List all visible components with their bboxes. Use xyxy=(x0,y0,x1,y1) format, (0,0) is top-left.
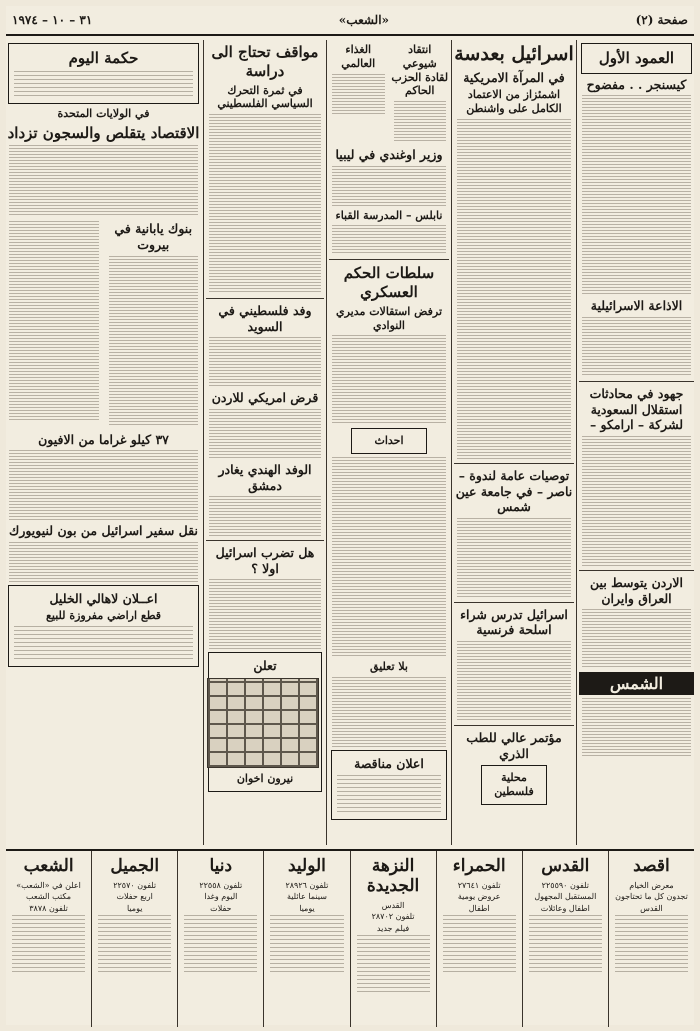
radio-headline: الاذاعة الاسرائيلية xyxy=(590,298,683,314)
ad-block xyxy=(436,851,522,1027)
strike-first-headline: هل تضرب اسرائيل اولا ؟ xyxy=(215,545,315,576)
advert-company: نيرون اخوان xyxy=(236,772,294,785)
ad-line: مكتب الشعب xyxy=(26,892,72,901)
notice-subtitle: قطع اراضي مفروزة للبيع xyxy=(46,609,161,623)
article-text xyxy=(457,119,571,459)
israel-subhead: في المرآة الامريكية xyxy=(463,69,565,85)
stamp-text: محلية فلسطين xyxy=(494,771,534,798)
indian-headline: الوفد الهندي يغادر دمشق xyxy=(218,461,312,493)
advert-title: تعلن xyxy=(253,658,277,674)
jordan-headline: الاردن يتوسط بين العراق وايران xyxy=(590,574,683,606)
hikma-box xyxy=(8,43,199,104)
ad-name: الجميل xyxy=(110,856,160,876)
tender-title: اعلان مناقصة xyxy=(354,755,424,771)
article-text xyxy=(582,698,691,758)
ad-line: القدس xyxy=(381,901,405,910)
ad-tel: فيلم جديد xyxy=(376,924,410,933)
sweden-headline: وفد فلسطيني في السويد xyxy=(218,303,312,334)
ad-block xyxy=(608,851,694,1027)
article-text xyxy=(457,641,571,721)
recession-kicker: في الولايات المتحدة xyxy=(57,106,150,120)
ad-tel: حفلات xyxy=(210,904,232,913)
paper-name: «الشعب» xyxy=(338,13,390,27)
column-middle xyxy=(329,40,449,845)
ad-block xyxy=(522,851,608,1027)
ad-name: دنيا xyxy=(209,856,233,876)
ad-name: النزهة الجديدة xyxy=(366,856,420,896)
ad-name: الوليد xyxy=(287,856,326,876)
positions-headline: مواقف تحتاج الى دراسة xyxy=(211,43,319,80)
ad-tel: اطفال xyxy=(468,904,490,913)
ad-name: اقصد xyxy=(633,856,670,876)
loan-headline: قرض امريكي للاردن xyxy=(211,390,319,406)
conference-headline: مؤتمر عالي للطب الذري xyxy=(466,730,562,761)
opium-headline: ٣٧ كيلو غراما من الافيون xyxy=(38,431,169,447)
cinema-ads-row xyxy=(6,849,694,1027)
article-text xyxy=(582,95,691,295)
israel-headline: اسرائيل بعدسة xyxy=(454,43,574,65)
ad-tel: اطفال وعائلات xyxy=(540,904,590,913)
positions-subhead: في ثمرة التحرك السياسي الفلسطيني xyxy=(217,83,313,111)
ad-line: معرض الخيام xyxy=(629,881,674,890)
banks-headline: بنوك يابانية في بيروت xyxy=(114,221,193,252)
scaffold-illustration xyxy=(207,678,319,768)
ad-line: سينما عائلية xyxy=(286,892,327,901)
tender-box xyxy=(331,750,447,820)
saudi-headline: جهود في محادثات استقلال السعودية لشركة – ارامكو – xyxy=(589,386,684,433)
article-text xyxy=(582,609,691,669)
ad-line: المستقبل المجهول xyxy=(534,892,597,901)
ahdath-box xyxy=(351,428,427,454)
ad-line: تلفون ٢٢٥٥٨ xyxy=(199,881,243,890)
advert-box xyxy=(208,652,322,791)
stamp-box xyxy=(481,765,547,805)
no-comment-headline: بلا تعليق xyxy=(370,660,408,674)
ad-tel: يوميا xyxy=(126,904,143,913)
food-headline: الغذاء العالمي xyxy=(341,43,376,70)
ad-block xyxy=(263,851,349,1027)
banner-title: العمود الأول xyxy=(598,49,675,67)
column-right xyxy=(579,40,694,845)
communist-headline: انتقاد شيوعي لقادة الحزب الحاكم xyxy=(391,43,449,98)
military-headline: سلطات الحكم العسكري xyxy=(343,264,435,302)
recommendations-headline: توصيات عامة لندوة – ناصر – في جامعة عين شمس xyxy=(455,467,573,515)
ad-name: القدس xyxy=(541,856,590,876)
israel-deck: اشمئزاز من الاعتماد الكامل على واشنطن xyxy=(466,88,562,116)
ad-name: الشعب xyxy=(23,856,74,876)
military-deck: ترفض استقالات مديري النوادي xyxy=(335,304,443,332)
column-left-middle xyxy=(206,40,324,845)
ambassador-headline: نقل سفير اسرائيل من بون لنيويورك xyxy=(9,523,198,539)
ad-line: تجدون كل ما تحتاجون xyxy=(615,892,688,901)
ad-line: تلفون ٢٢٥٧٠ xyxy=(113,881,157,890)
column-left xyxy=(6,40,201,845)
ahdath-title: احداث xyxy=(374,434,404,448)
ad-line: اربع حفلات xyxy=(116,892,153,901)
article-text xyxy=(582,436,691,566)
recession-headline: الاقتصاد يتقلص والسجون تزداد xyxy=(7,123,200,142)
ad-tel: القدس xyxy=(640,904,663,913)
page-number: صفحة (٢) xyxy=(635,13,688,27)
issue-date: ٣١ – ١٠ – ١٩٧٤ xyxy=(12,13,93,27)
hikma-title: حكمة اليوم xyxy=(68,49,139,67)
kissinger-headline: كيسنجر . . مفضوح xyxy=(586,76,687,92)
ad-line: اعلن في «الشعب» xyxy=(16,881,81,890)
nablus-headline: نابلس – المدرسة القباء xyxy=(335,208,443,222)
ad-line: عروض يومية xyxy=(457,892,501,901)
ad-block xyxy=(6,851,91,1027)
page-header xyxy=(6,6,694,36)
ad-block xyxy=(91,851,177,1027)
article-text xyxy=(457,518,571,598)
ad-tel: يوميا xyxy=(299,904,315,913)
notice-title: اعــلان لاهالي الخليل xyxy=(49,590,158,606)
ad-name: الحمراء xyxy=(452,856,506,876)
ad-tel: تلفون ٣٨٧٨ xyxy=(29,904,68,913)
banner-box xyxy=(581,43,692,74)
ad-block xyxy=(350,851,436,1027)
uganda-headline: وزير اوغندي في ليبيا xyxy=(335,147,443,162)
column-israel xyxy=(454,40,574,845)
ad-line: تلفون ٢٨٧٠٢ xyxy=(371,912,415,921)
shams-banner: الشمس xyxy=(579,672,694,695)
ad-line: اليوم وغدا xyxy=(204,892,238,901)
ad-block xyxy=(177,851,263,1027)
ad-line: تلفون ٢٧٦٤١ xyxy=(457,881,501,890)
ad-line: تلفون ٢٨٩٢٦ xyxy=(285,881,329,890)
article-text xyxy=(582,317,691,377)
notice-box xyxy=(8,585,199,667)
arms-headline: اسرائيل تدرس شراء اسلحة فرنسية xyxy=(460,606,568,638)
newspaper-page xyxy=(6,6,694,1025)
ad-line: تلفون ٢٢٥٥٩٠ xyxy=(541,881,589,890)
